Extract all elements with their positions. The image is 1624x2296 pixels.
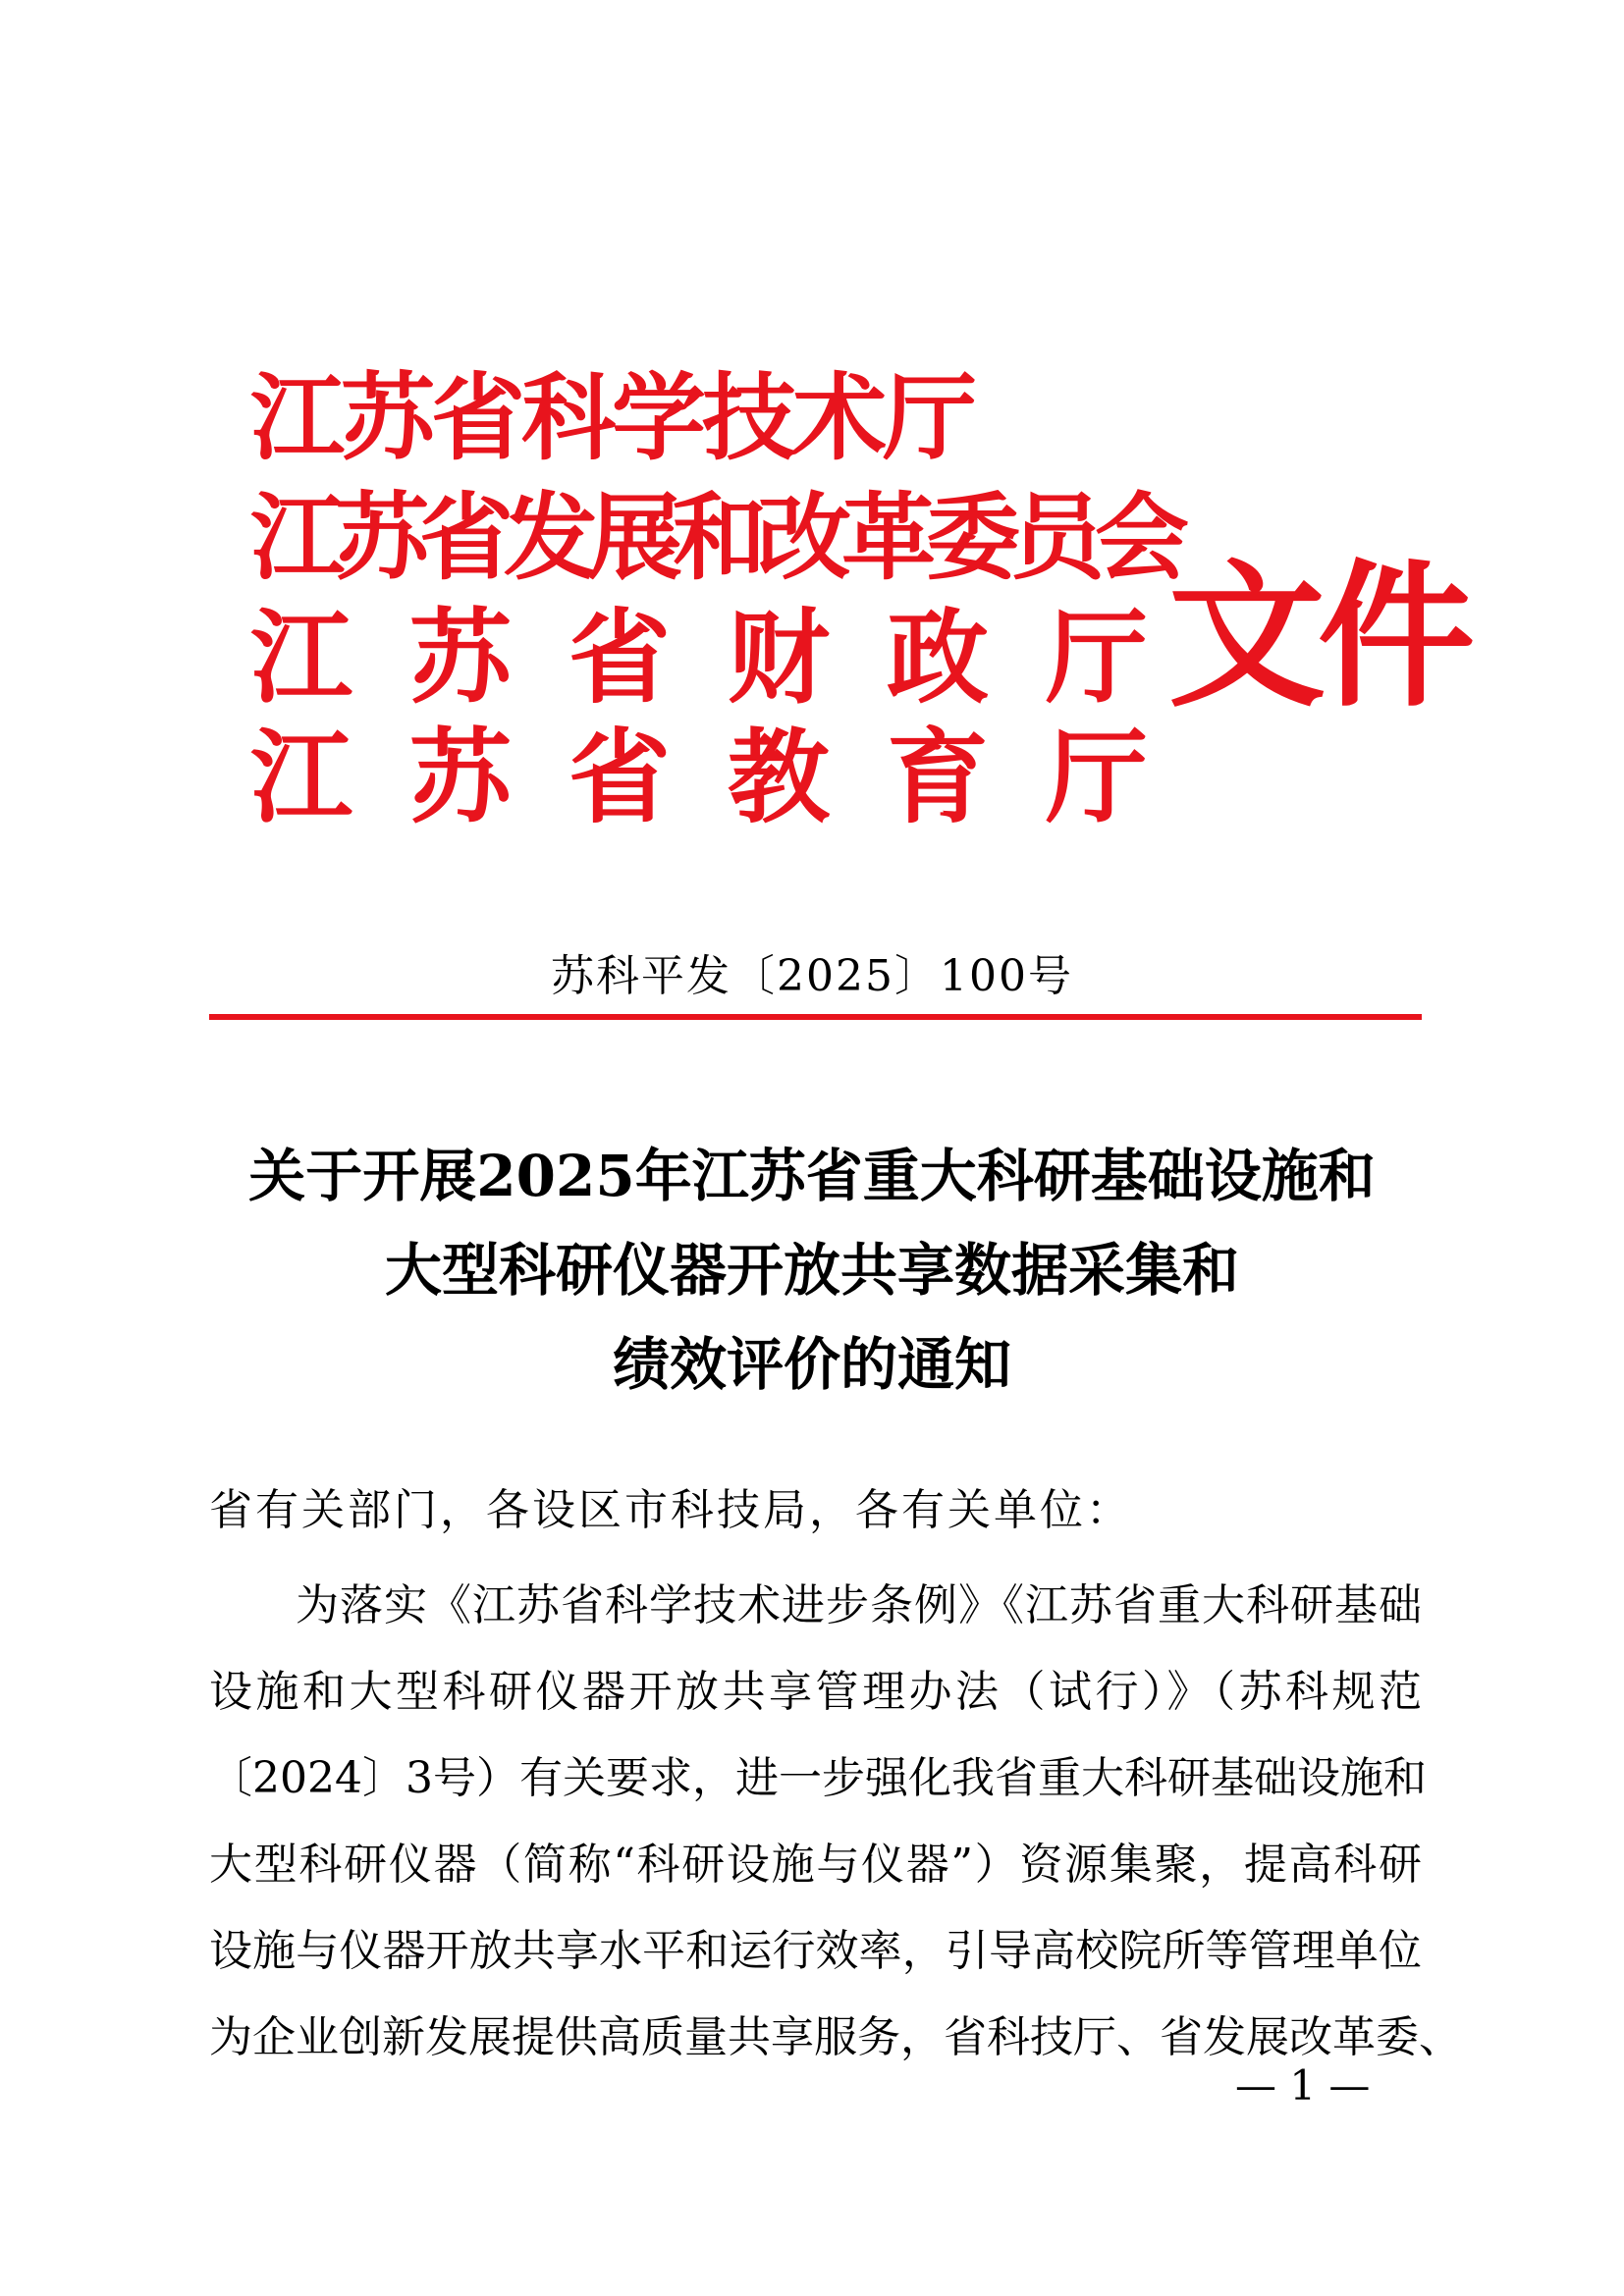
body-line: 为企业创新发展提供高质量共享服务，省科技厅、省发展改革委、 (209, 2012, 1462, 2062)
issuer-block (250, 358, 1206, 837)
body-line: 〔2024〕3号）有关要求，进一步强化我省重大科研基础设施和 (209, 1753, 1427, 1803)
document-type-label: 文件 (1168, 545, 1468, 728)
body-text (209, 1563, 1462, 2081)
title-line-3: 绩效评价的通知 (612, 1331, 1011, 1398)
body-line: 为落实《江苏省科学技术进步条例》《江苏省重大科研基础 (296, 1580, 1422, 1630)
document-title (147, 1129, 1477, 1412)
issuer-line-2: 江苏省发展和改革委员会 (250, 483, 1179, 593)
title-line-2: 大型科研仪器开放共享数据采集和 (384, 1237, 1239, 1304)
red-divider-line (209, 1014, 1422, 1020)
page-number: — 1 — (1235, 2061, 1371, 2109)
body-line: 设施与仪器开放共享水平和运行效率，引导高校院所等管理单位 (209, 1926, 1422, 1976)
body-line: 大型科研仪器（简称“科研设施与仪器”）资源集聚，提高科研 (209, 1840, 1422, 1890)
title-line-1: 关于开展2025年江苏省重大科研基础设施和 (248, 1143, 1376, 1209)
issuer-line-4: 江苏省教育厅 (250, 718, 1206, 837)
body-line: 设施和大型科研仪器开放共享管理办法（试行）》（苏科规范 (209, 1667, 1422, 1717)
issuer-line-1: 江苏省科学技术厅 (250, 363, 973, 473)
issuer-line-3: 江苏省财政厅 (250, 598, 1206, 718)
document-number: 苏科平发〔2025〕100号 (551, 951, 1073, 1001)
salutation: 省有关部门，各设区市科技局，各有关单位： (209, 1485, 1132, 1535)
